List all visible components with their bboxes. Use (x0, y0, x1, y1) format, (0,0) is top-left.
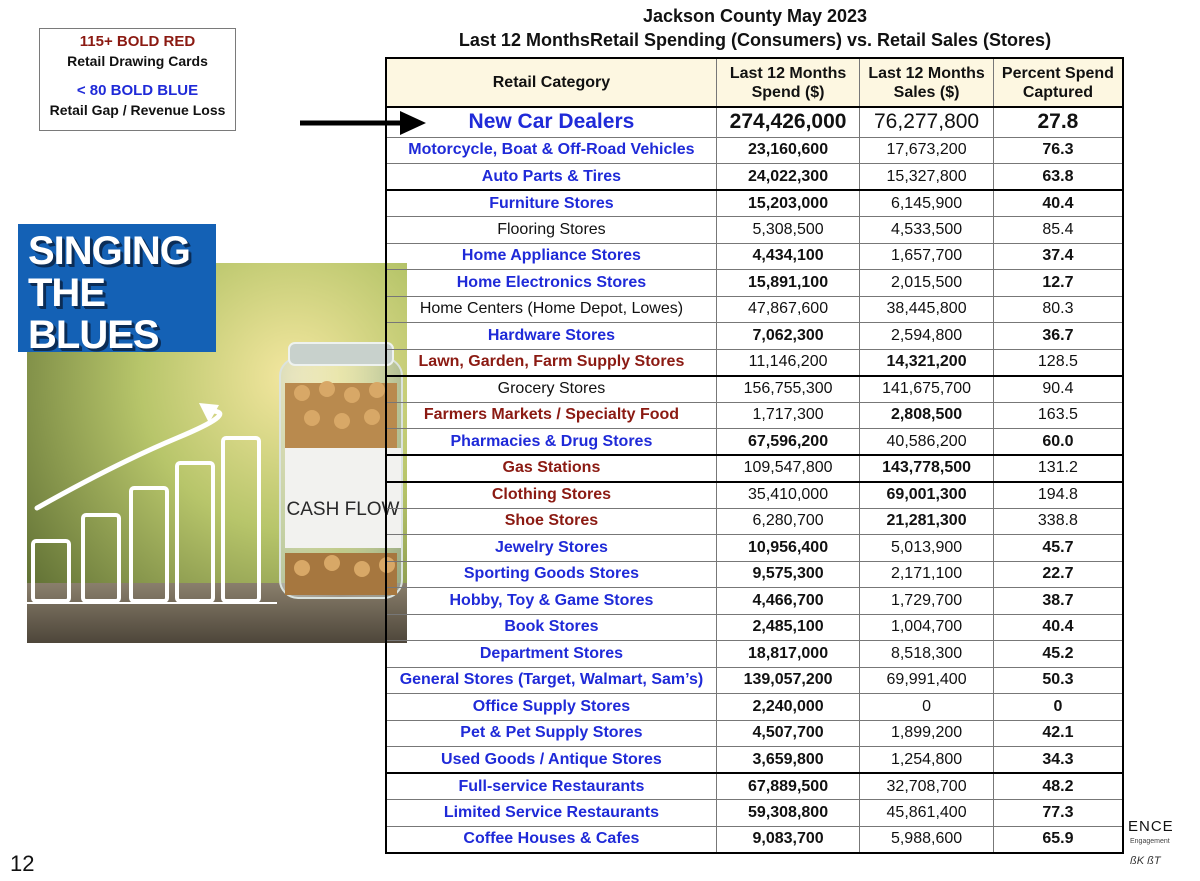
spend-cell: 6,280,700 (716, 508, 859, 535)
spend-cell: 274,426,000 (716, 107, 859, 137)
spend-cell: 4,434,100 (716, 243, 859, 270)
table-row (386, 349, 1123, 376)
percent-cell: 22.7 (993, 561, 1123, 588)
percent-cell: 80.3 (993, 296, 1123, 323)
table-row (386, 217, 1123, 244)
percent-cell: 27.8 (993, 107, 1123, 137)
percent-cell: 77.3 (993, 800, 1123, 827)
table-row (386, 243, 1123, 270)
category-cell: Lawn, Garden, Farm Supply Stores (386, 349, 716, 376)
category-cell: Full-service Restaurants (386, 773, 716, 800)
spend-cell: 67,596,200 (716, 429, 859, 456)
percent-cell: 0 (993, 694, 1123, 721)
percent-cell: 128.5 (993, 349, 1123, 376)
spend-cell: 4,507,700 (716, 720, 859, 747)
table-row (386, 508, 1123, 535)
category-cell: Motorcycle, Boat & Off-Road Vehicles (386, 137, 716, 164)
sales-cell: 6,145,900 (860, 190, 994, 217)
category-cell: General Stores (Target, Walmart, Sam’s) (386, 667, 716, 694)
page-title: Jackson County May 2023 (642, 6, 868, 26)
sales-cell: 21,281,300 (860, 508, 994, 535)
category-cell: Coffee Houses & Cafes (386, 826, 716, 853)
table-row (386, 800, 1123, 827)
spend-cell: 59,308,800 (716, 800, 859, 827)
spend-cell: 67,889,500 (716, 773, 859, 800)
spend-cell: 139,057,200 (716, 667, 859, 694)
spend-cell: 23,160,600 (716, 137, 859, 164)
category-cell: Office Supply Stores (386, 694, 716, 721)
category-cell: Hobby, Toy & Game Stores (386, 588, 716, 615)
spend-cell: 7,062,300 (716, 323, 859, 350)
table-row (386, 641, 1123, 668)
table-row (386, 402, 1123, 429)
table-row (386, 773, 1123, 800)
spend-cell: 9,083,700 (716, 826, 859, 853)
category-cell: Home Electronics Stores (386, 270, 716, 297)
category-cell: Gas Stations (386, 455, 716, 482)
category-cell: Pet & Pet Supply Stores (386, 720, 716, 747)
table-row (386, 429, 1123, 456)
percent-cell: 63.8 (993, 164, 1123, 191)
spend-cell: 35,410,000 (716, 482, 859, 509)
percent-cell: 85.4 (993, 217, 1123, 244)
percent-cell: 194.8 (993, 482, 1123, 509)
spend-cell: 11,146,200 (716, 349, 859, 376)
table-row (386, 826, 1123, 853)
percent-cell: 90.4 (993, 376, 1123, 403)
percent-cell: 36.7 (993, 323, 1123, 350)
sales-cell: 1,729,700 (860, 588, 994, 615)
spend-cell: 47,867,600 (716, 296, 859, 323)
legend-red-label: 115+ BOLD RED (79, 33, 196, 50)
sales-cell: 69,991,400 (860, 667, 994, 694)
sales-cell: 17,673,200 (860, 137, 994, 164)
sales-cell: 1,657,700 (860, 243, 994, 270)
legend-blue-description: Retail Gap / Revenue Loss (49, 102, 226, 118)
spend-cell: 24,022,300 (716, 164, 859, 191)
header-retail-category: Retail Category (386, 58, 716, 107)
sales-cell: 15,327,800 (860, 164, 994, 191)
banner-line-2: THE (28, 271, 105, 315)
spend-cell: 3,659,800 (716, 747, 859, 774)
sales-cell: 1,004,700 (860, 614, 994, 641)
percent-cell: 76.3 (993, 137, 1123, 164)
sales-cell: 8,518,300 (860, 641, 994, 668)
percent-cell: 338.8 (993, 508, 1123, 535)
category-cell: Jewelry Stores (386, 535, 716, 562)
spend-cell: 1,717,300 (716, 402, 859, 429)
percent-cell: 40.4 (993, 190, 1123, 217)
category-cell: New Car Dealers (386, 107, 716, 137)
category-cell: Home Centers (Home Depot, Lowes) (386, 296, 716, 323)
retail-spending-table (385, 57, 1124, 854)
banner-line-1: SINGING (28, 229, 190, 273)
sales-cell: 0 (860, 694, 994, 721)
percent-cell: 163.5 (993, 402, 1123, 429)
table-row (386, 747, 1123, 774)
percent-cell: 45.2 (993, 641, 1123, 668)
banner-line-3: BLUES (28, 313, 159, 357)
sales-cell: 69,001,300 (860, 482, 994, 509)
table-row (386, 164, 1123, 191)
spend-cell: 156,755,300 (716, 376, 859, 403)
percent-cell: 131.2 (993, 455, 1123, 482)
page-number: 12 (10, 851, 35, 876)
percent-cell: 48.2 (993, 773, 1123, 800)
sales-cell: 76,277,800 (860, 107, 994, 137)
table-row (386, 270, 1123, 297)
brand-logo-text: ENCE (1128, 818, 1174, 835)
table-body (386, 107, 1123, 853)
category-cell: Limited Service Restaurants (386, 800, 716, 827)
category-cell: Farmers Markets / Specialty Food (386, 402, 716, 429)
category-cell: Hardware Stores (386, 323, 716, 350)
percent-cell: 45.7 (993, 535, 1123, 562)
sales-cell: 40,586,200 (860, 429, 994, 456)
header-sales: Last 12 Months Sales ($) (860, 58, 994, 107)
table-row (386, 482, 1123, 509)
spend-cell: 2,485,100 (716, 614, 859, 641)
spend-cell: 2,240,000 (716, 694, 859, 721)
sales-cell: 2,015,500 (860, 270, 994, 297)
percent-cell: 34.3 (993, 747, 1123, 774)
spend-cell: 4,466,700 (716, 588, 859, 615)
table-row (386, 107, 1123, 137)
percent-cell: 42.1 (993, 720, 1123, 747)
percent-cell: 12.7 (993, 270, 1123, 297)
table-row (386, 296, 1123, 323)
spend-cell: 18,817,000 (716, 641, 859, 668)
category-cell: Grocery Stores (386, 376, 716, 403)
header-percent-captured: Percent Spend Captured (993, 58, 1123, 107)
brand-signature: ßK ßT (1130, 855, 1161, 867)
category-cell: Shoe Stores (386, 508, 716, 535)
singing-the-blues-banner (18, 224, 216, 357)
sales-cell: 32,708,700 (860, 773, 994, 800)
spend-cell: 15,203,000 (716, 190, 859, 217)
category-cell: Sporting Goods Stores (386, 561, 716, 588)
sales-cell: 2,594,800 (860, 323, 994, 350)
sales-cell: 1,899,200 (860, 720, 994, 747)
spend-cell: 15,891,100 (716, 270, 859, 297)
table-row (386, 323, 1123, 350)
category-cell: Department Stores (386, 641, 716, 668)
percent-cell: 65.9 (993, 826, 1123, 853)
category-cell: Flooring Stores (386, 217, 716, 244)
table-row (386, 667, 1123, 694)
category-cell: Used Goods / Antique Stores (386, 747, 716, 774)
table-row (386, 535, 1123, 562)
brand-subtitle: Engagement (1130, 838, 1170, 845)
sales-cell: 38,445,800 (860, 296, 994, 323)
sales-cell: 2,171,100 (860, 561, 994, 588)
percent-cell: 38.7 (993, 588, 1123, 615)
sales-cell: 14,321,200 (860, 349, 994, 376)
category-cell: Home Appliance Stores (386, 243, 716, 270)
category-cell: Furniture Stores (386, 190, 716, 217)
table-row (386, 720, 1123, 747)
legend-box (39, 28, 236, 131)
spend-cell: 109,547,800 (716, 455, 859, 482)
table-row (386, 376, 1123, 403)
category-cell: Clothing Stores (386, 482, 716, 509)
category-cell: Book Stores (386, 614, 716, 641)
table-row (386, 614, 1123, 641)
page-subtitle: Last 12 MonthsRetail Spending (Consumers) vs. Retail Sales (Stores) (458, 30, 1052, 50)
category-cell: Pharmacies & Drug Stores (386, 429, 716, 456)
sales-cell: 2,808,500 (860, 402, 994, 429)
spend-cell: 10,956,400 (716, 535, 859, 562)
header-spend: Last 12 Months Spend ($) (716, 58, 859, 107)
legend-blue-label: < 80 BOLD BLUE (76, 82, 199, 99)
table-row (386, 137, 1123, 164)
sales-cell: 45,861,400 (860, 800, 994, 827)
table-row (386, 190, 1123, 217)
sales-cell: 5,988,600 (860, 826, 994, 853)
percent-cell: 60.0 (993, 429, 1123, 456)
table-row (386, 455, 1123, 482)
spend-cell: 9,575,300 (716, 561, 859, 588)
category-cell: Auto Parts & Tires (386, 164, 716, 191)
percent-cell: 50.3 (993, 667, 1123, 694)
percent-cell: 37.4 (993, 243, 1123, 270)
sales-cell: 141,675,700 (860, 376, 994, 403)
sales-cell: 5,013,900 (860, 535, 994, 562)
table-row (386, 561, 1123, 588)
legend-red-description: Retail Drawing Cards (67, 53, 208, 69)
spend-cell: 5,308,500 (716, 217, 859, 244)
table-row (386, 588, 1123, 615)
sales-cell: 1,254,800 (860, 747, 994, 774)
table-row (386, 694, 1123, 721)
percent-cell: 40.4 (993, 614, 1123, 641)
table-header-row (386, 58, 1123, 107)
sales-cell: 4,533,500 (860, 217, 994, 244)
sales-cell: 143,778,500 (860, 455, 994, 482)
jar-label: CASH FLOW (286, 499, 400, 520)
